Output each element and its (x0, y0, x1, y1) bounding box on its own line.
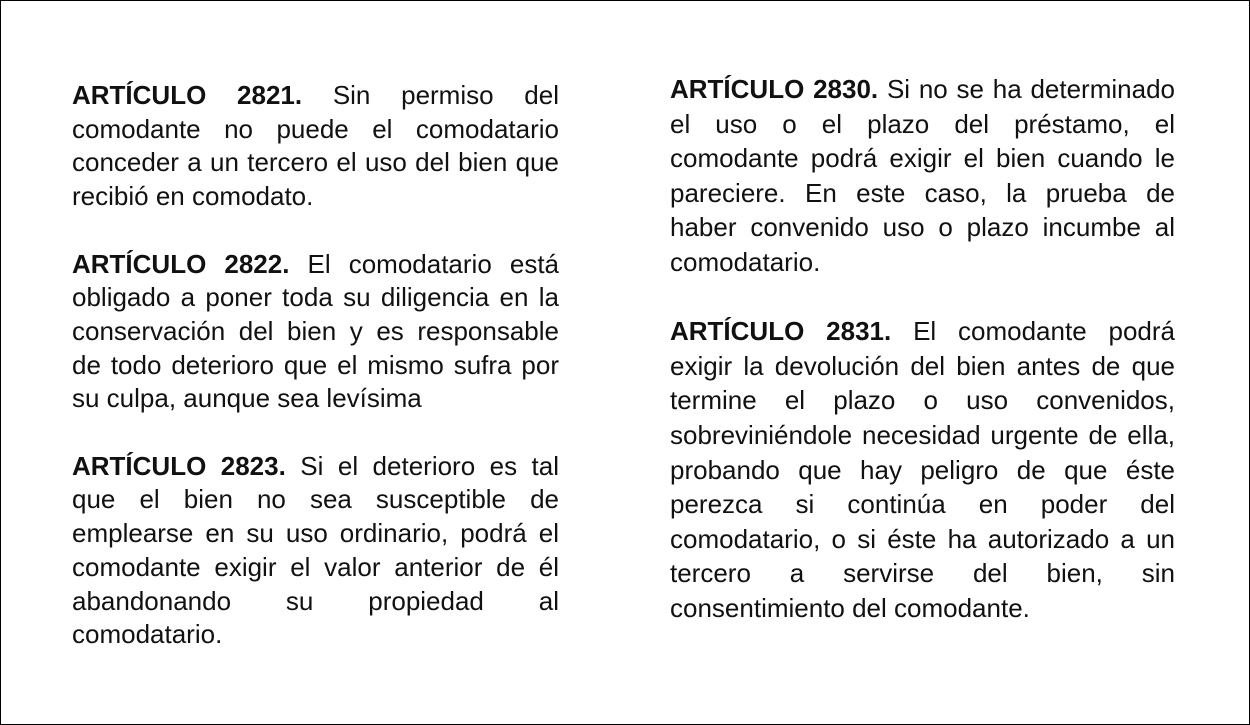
article-2830 (670, 72, 1175, 280)
article-2822 (72, 248, 559, 417)
right-column (670, 72, 1175, 626)
article-text: El comodante podrá exigir la devolución del bien antes de que termine el plazo o uso convenidos, sobreviniéndole necesidad urgente de ella, probando que hay peligro de que éste perezca si continúa en poder del comodatario, o si éste ha autorizado a un tercero a servirse del bien, sin consentimiento del comodante. (670, 316, 1175, 623)
article-text: El comodatario está obligado a poner toda su diligencia en la conservación del bien y es responsable de todo deterioro que el mismo sufra por su culpa, aunque sea levísima (72, 248, 559, 414)
article-2821 (72, 79, 559, 214)
article-text: Si el deterioro es tal que el bien no sea susceptible de emplearse en su uso ordinario, podrá el comodante exigir el valor anterior de él abandonando su propiedad al comodatario. (72, 450, 559, 650)
article-heading: ARTÍCULO 2821. (72, 80, 303, 110)
article-heading: ARTÍCULO 2822. (72, 248, 290, 279)
article-heading: ARTÍCULO 2830. (670, 74, 879, 104)
left-column (72, 79, 559, 652)
article-text: Si no se ha determinado el uso o el plazo del préstamo, el comodante podrá exigir el bien cuando le pareciere. En este caso, la prueba de haber convenido uso o plazo incumbe al comodatario. (670, 74, 1175, 277)
article-text: Sin permiso del comodante no puede el comodatario conceder a un tercero el uso del bien que recibió en comodato. (72, 80, 559, 212)
article-heading: ARTÍCULO 2831. (670, 316, 892, 347)
article-2823 (72, 450, 559, 652)
article-heading: ARTÍCULO 2823. (72, 450, 286, 481)
article-2831 (670, 314, 1175, 625)
